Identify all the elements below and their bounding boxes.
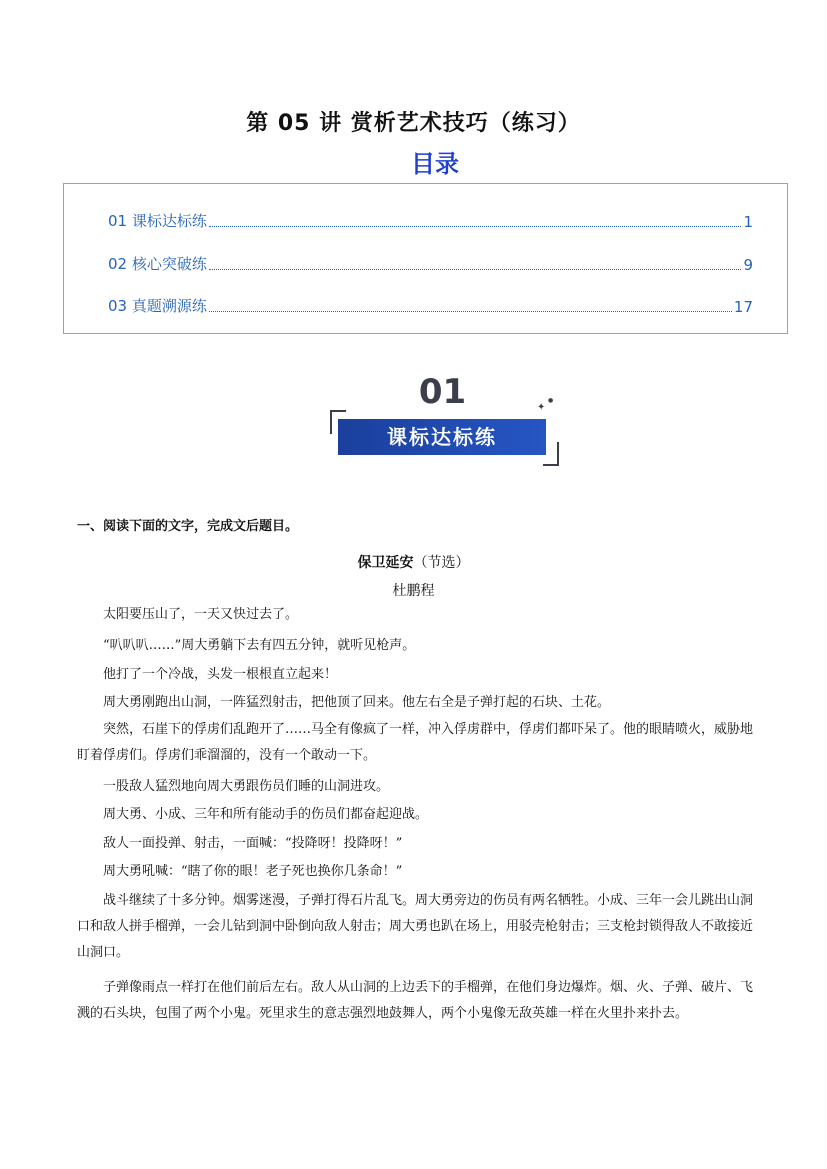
passage-paragraph: 周大勇吼喊：“瞎了你的眼！老子死也换你几条命！”: [103, 864, 403, 879]
section-label: 课标达标练: [338, 419, 546, 455]
sparkle-icon: ✦: [537, 402, 546, 413]
toc-entry-page: 9: [743, 256, 753, 274]
sparkle-small-icon: ●: [548, 397, 554, 404]
toc-entry-label: 01 课标达标练: [108, 212, 207, 230]
passage-paragraph: 一股敌人猛烈地向周大勇跟伤员们睡的山洞进攻。: [103, 779, 390, 794]
toc-entry[interactable]: [108, 209, 753, 231]
section-number: 01: [418, 372, 467, 412]
table-of-contents: [63, 183, 788, 334]
document-title: 第 05 讲 赏析艺术技巧（练习）: [246, 111, 581, 136]
passage-paragraph: 周大勇刚跑出山洞，一阵猛烈射击，把他顶了回来。他左右全是子弹打起的石块、土花。: [103, 695, 611, 710]
toc-heading: 目录: [411, 150, 459, 178]
toc-entry-label: 02 核心突破练: [108, 255, 207, 273]
toc-entry-page: 17: [733, 298, 753, 316]
passage-paragraph: 子弹像雨点一样打在他们前后左右。敌人从山洞的上边丢下的手榴弹，在他们身边爆炸。烟、火、子弹、破片、飞溅的石头块，包围了两个小鬼。死里求生的意志强烈地鼓舞人，两个小鬼像无敌英雄一样在火里扑来扑去。: [77, 980, 754, 1021]
passage-paragraph: 敌人一面投弹、射击，一面喊：“投降呀！投降呀！”: [103, 836, 403, 851]
toc-leader-dots: [209, 310, 732, 312]
question-heading: 一、阅读下面的文字，完成文后题目。: [77, 519, 299, 534]
passage-paragraph: 太阳要压山了，一天又快过去了。: [103, 607, 299, 622]
passage-paragraph: 战斗继续了十多分钟。烟雾迷漫，子弹打得石片乱飞。周大勇旁边的伤员有两名牺牲。小成、三年一会儿跳出山洞口和敌人拼手榴弹，一会儿钻到洞中卧倒向敌人射击；周大勇也趴在场上，用驳壳枪射击；三支枪封锁得敌人不敢接近山洞口。: [77, 893, 754, 960]
toc-entry[interactable]: [108, 294, 753, 316]
toc-leader-dots: [209, 268, 742, 270]
section-badge: [330, 372, 565, 467]
passage-title-main: 保卫延安: [357, 555, 414, 571]
toc-entry-page: 1: [743, 213, 753, 231]
passage-author: 杜鹏程: [392, 583, 435, 599]
passage-title: [0, 552, 827, 572]
passage-paragraph: “叭叭叭……”周大勇躺下去有四五分钟，就听见枪声。: [103, 638, 416, 653]
passage-title-sub: （节选）: [413, 555, 470, 571]
toc-entry-label: 03 真题溯源练: [108, 297, 207, 315]
passage-paragraph: 他打了一个冷战，头发一根根直立起来！: [103, 667, 338, 682]
toc-entry[interactable]: [108, 252, 753, 274]
passage-paragraph: 突然，石崖下的俘虏们乱跑开了……马全有像疯了一样，冲入俘虏群中，俘虏们都吓呆了。他的眼睛喷火，威胁地盯着俘虏们。俘虏们乖溜溜的，没有一个敢动一下。: [77, 722, 754, 763]
toc-leader-dots: [209, 225, 742, 227]
passage-paragraph: 周大勇、小成、三年和所有能动手的伤员们都奋起迎战。: [103, 807, 429, 822]
